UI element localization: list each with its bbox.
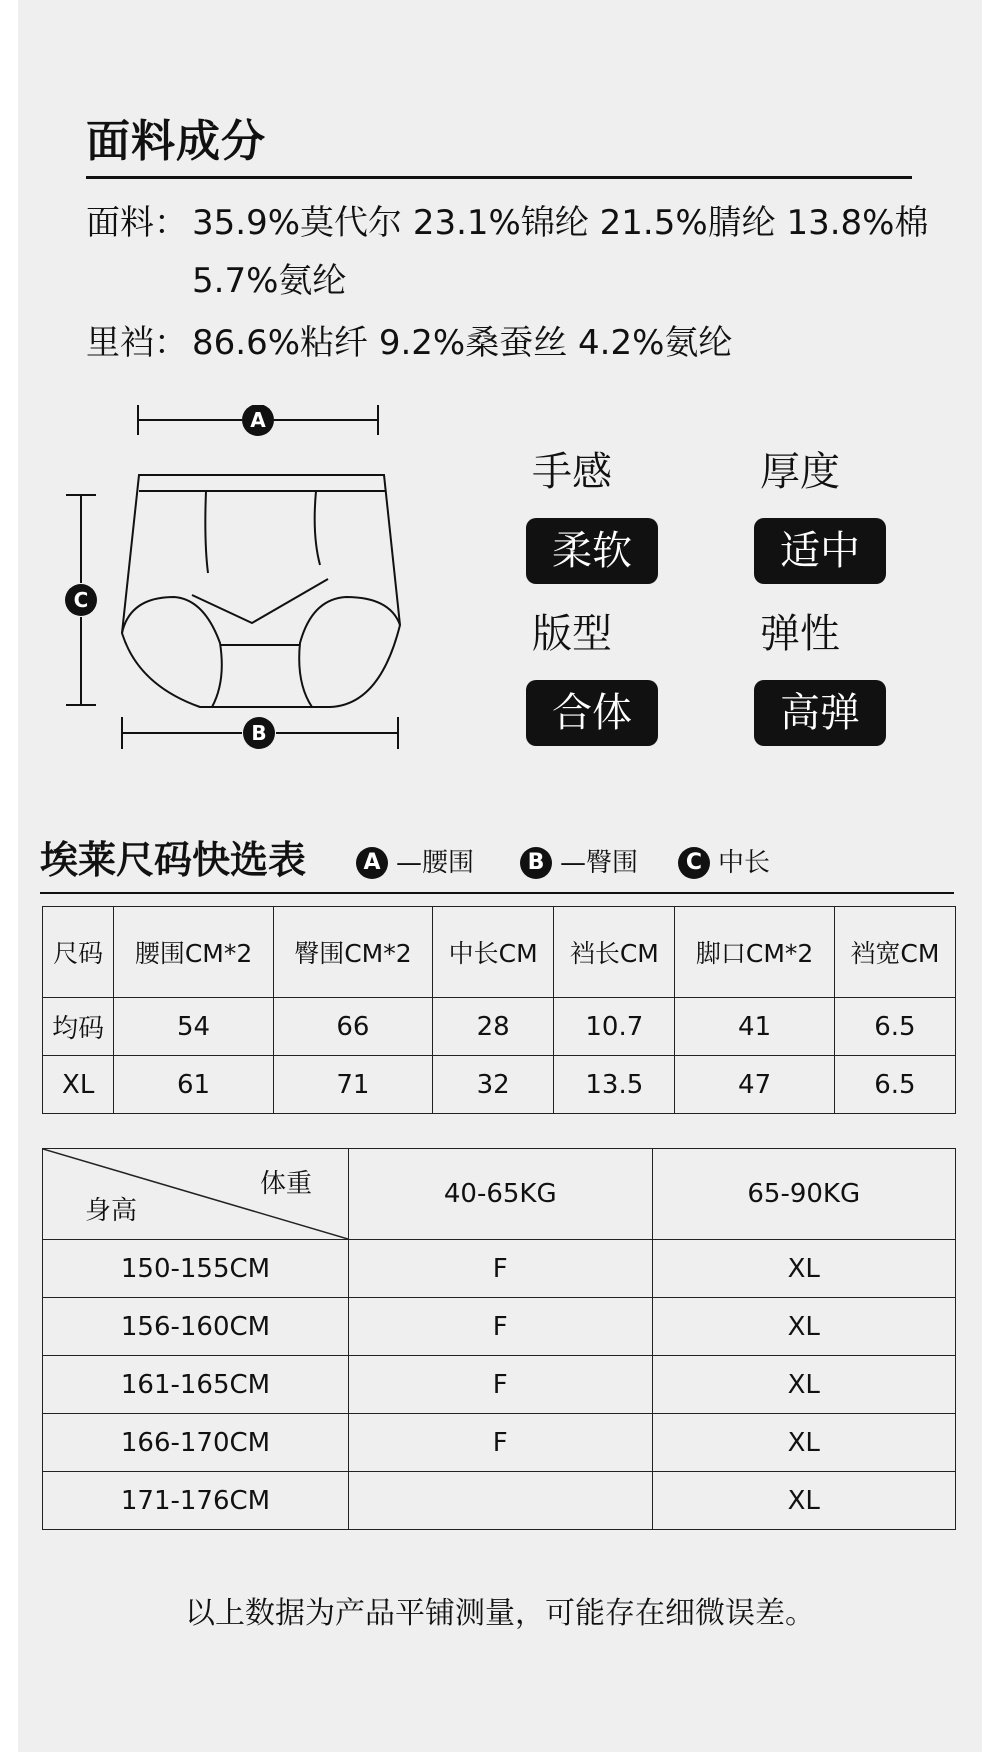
fit-table (42, 1148, 956, 1530)
table-row (43, 1298, 956, 1356)
legend-text-a: —腰围 (396, 848, 475, 878)
fabric-value-1: 35.9%莫代尔 23.1%锦纶 21.5%腈纶 13.8%棉 (192, 203, 929, 243)
table-cell (349, 1472, 653, 1530)
fabric-line-1 (86, 198, 928, 248)
weight-col-1: 40-65KG (349, 1149, 653, 1240)
marker-c (65, 584, 97, 616)
table-cell: XL (652, 1356, 956, 1414)
leg-opening-right (299, 597, 400, 707)
garment-diagram (50, 405, 420, 755)
legend-text-b: —臀围 (560, 848, 639, 878)
table-cell: 均码 (43, 998, 114, 1056)
attr-value-fit: 合体 (526, 680, 658, 746)
table-cell: 10.7 (554, 998, 675, 1056)
height-cell: 161-165CM (43, 1356, 349, 1414)
legend-item-b (520, 846, 638, 880)
header-size: 尺码 (43, 907, 114, 998)
table-cell: 28 (433, 998, 554, 1056)
header-crotch-length: 裆长CM (554, 907, 675, 998)
fabric-line-2: 5.7%氨纶 (192, 261, 347, 301)
marker-b-label: B (251, 721, 267, 745)
size-table (42, 906, 956, 1114)
height-cell: 156-160CM (43, 1298, 349, 1356)
table-cell: F (349, 1356, 653, 1414)
size-table-header-row (43, 907, 956, 998)
weight-col-2: 65-90KG (652, 1149, 956, 1240)
garment-outline (122, 475, 400, 707)
table-row (43, 1356, 956, 1414)
composition-title: 面料成分 (86, 116, 266, 167)
header-hip: 臀围CM*2 (273, 907, 432, 998)
fabric-label: 面料： (86, 203, 188, 243)
marker-a (242, 405, 274, 436)
corner-height-label: 身高 (85, 1196, 138, 1226)
table-cell: F (349, 1414, 653, 1472)
table-cell: XL (652, 1472, 956, 1530)
table-cell: 61 (114, 1056, 273, 1114)
table-cell: 47 (675, 1056, 834, 1114)
size-chart-title: 埃莱尺码快选表 (40, 838, 307, 882)
header-length: 中长CM (433, 907, 554, 998)
height-cell: 150-155CM (43, 1240, 349, 1298)
header-crotch-width: 裆宽CM (834, 907, 955, 998)
table-row (43, 998, 956, 1056)
table-cell: XL (652, 1414, 956, 1472)
legend-item-a (356, 846, 474, 880)
attr-label-fit: 版型 (532, 611, 612, 657)
marker-c-label: C (73, 588, 89, 612)
legend-item-c (678, 846, 770, 880)
header-leg-opening: 脚口CM*2 (675, 907, 834, 998)
size-chart-divider (40, 892, 954, 894)
lining-line (86, 318, 732, 368)
seam-right (315, 491, 320, 565)
lining-value: 86.6%粘纤 9.2%桑蚕丝 4.2%氨纶 (192, 323, 733, 363)
table-cell: F (349, 1298, 653, 1356)
attr-label-elasticity: 弹性 (760, 611, 840, 657)
height-cell: 171-176CM (43, 1472, 349, 1530)
table-cell: 54 (114, 998, 273, 1056)
table-cell: 71 (273, 1056, 432, 1114)
attr-value-thickness: 适中 (754, 518, 886, 584)
marker-b (243, 717, 275, 749)
table-cell: 32 (433, 1056, 554, 1114)
table-row (43, 1056, 956, 1114)
attr-label-thickness: 厚度 (760, 449, 840, 495)
seam-left (205, 491, 208, 573)
lining-label: 里裆： (86, 323, 188, 363)
attr-value-elasticity: 高弹 (754, 680, 886, 746)
corner-weight-label: 体重 (259, 1169, 312, 1199)
front-panel-seam (192, 579, 328, 623)
composition-divider (86, 176, 912, 179)
table-cell: 6.5 (834, 998, 955, 1056)
legend-text-c: 中长 (718, 848, 771, 878)
fit-table-corner (43, 1149, 349, 1240)
table-row (43, 1414, 956, 1472)
table-cell: XL (652, 1298, 956, 1356)
table-cell: 41 (675, 998, 834, 1056)
table-cell: XL (652, 1240, 956, 1298)
attr-label-feel: 手感 (532, 449, 612, 495)
leg-opening-left (122, 597, 222, 707)
marker-a-label: A (250, 408, 266, 432)
measurement-footnote: 以上数据为产品平铺测量，可能存在细微误差。 (185, 1596, 815, 1631)
legend-marker-c: C (678, 847, 710, 879)
table-cell: F (349, 1240, 653, 1298)
table-cell: 13.5 (554, 1056, 675, 1114)
table-row (43, 1472, 956, 1530)
attr-value-feel: 柔软 (526, 518, 658, 584)
legend-marker-b: B (520, 847, 552, 879)
table-row (43, 1240, 956, 1298)
header-waist: 腰围CM*2 (114, 907, 273, 998)
table-cell: 6.5 (834, 1056, 955, 1114)
table-cell: 66 (273, 998, 432, 1056)
fit-table-header-row (43, 1149, 956, 1240)
height-cell: 166-170CM (43, 1414, 349, 1472)
legend-marker-a: A (356, 847, 388, 879)
table-cell: XL (43, 1056, 114, 1114)
